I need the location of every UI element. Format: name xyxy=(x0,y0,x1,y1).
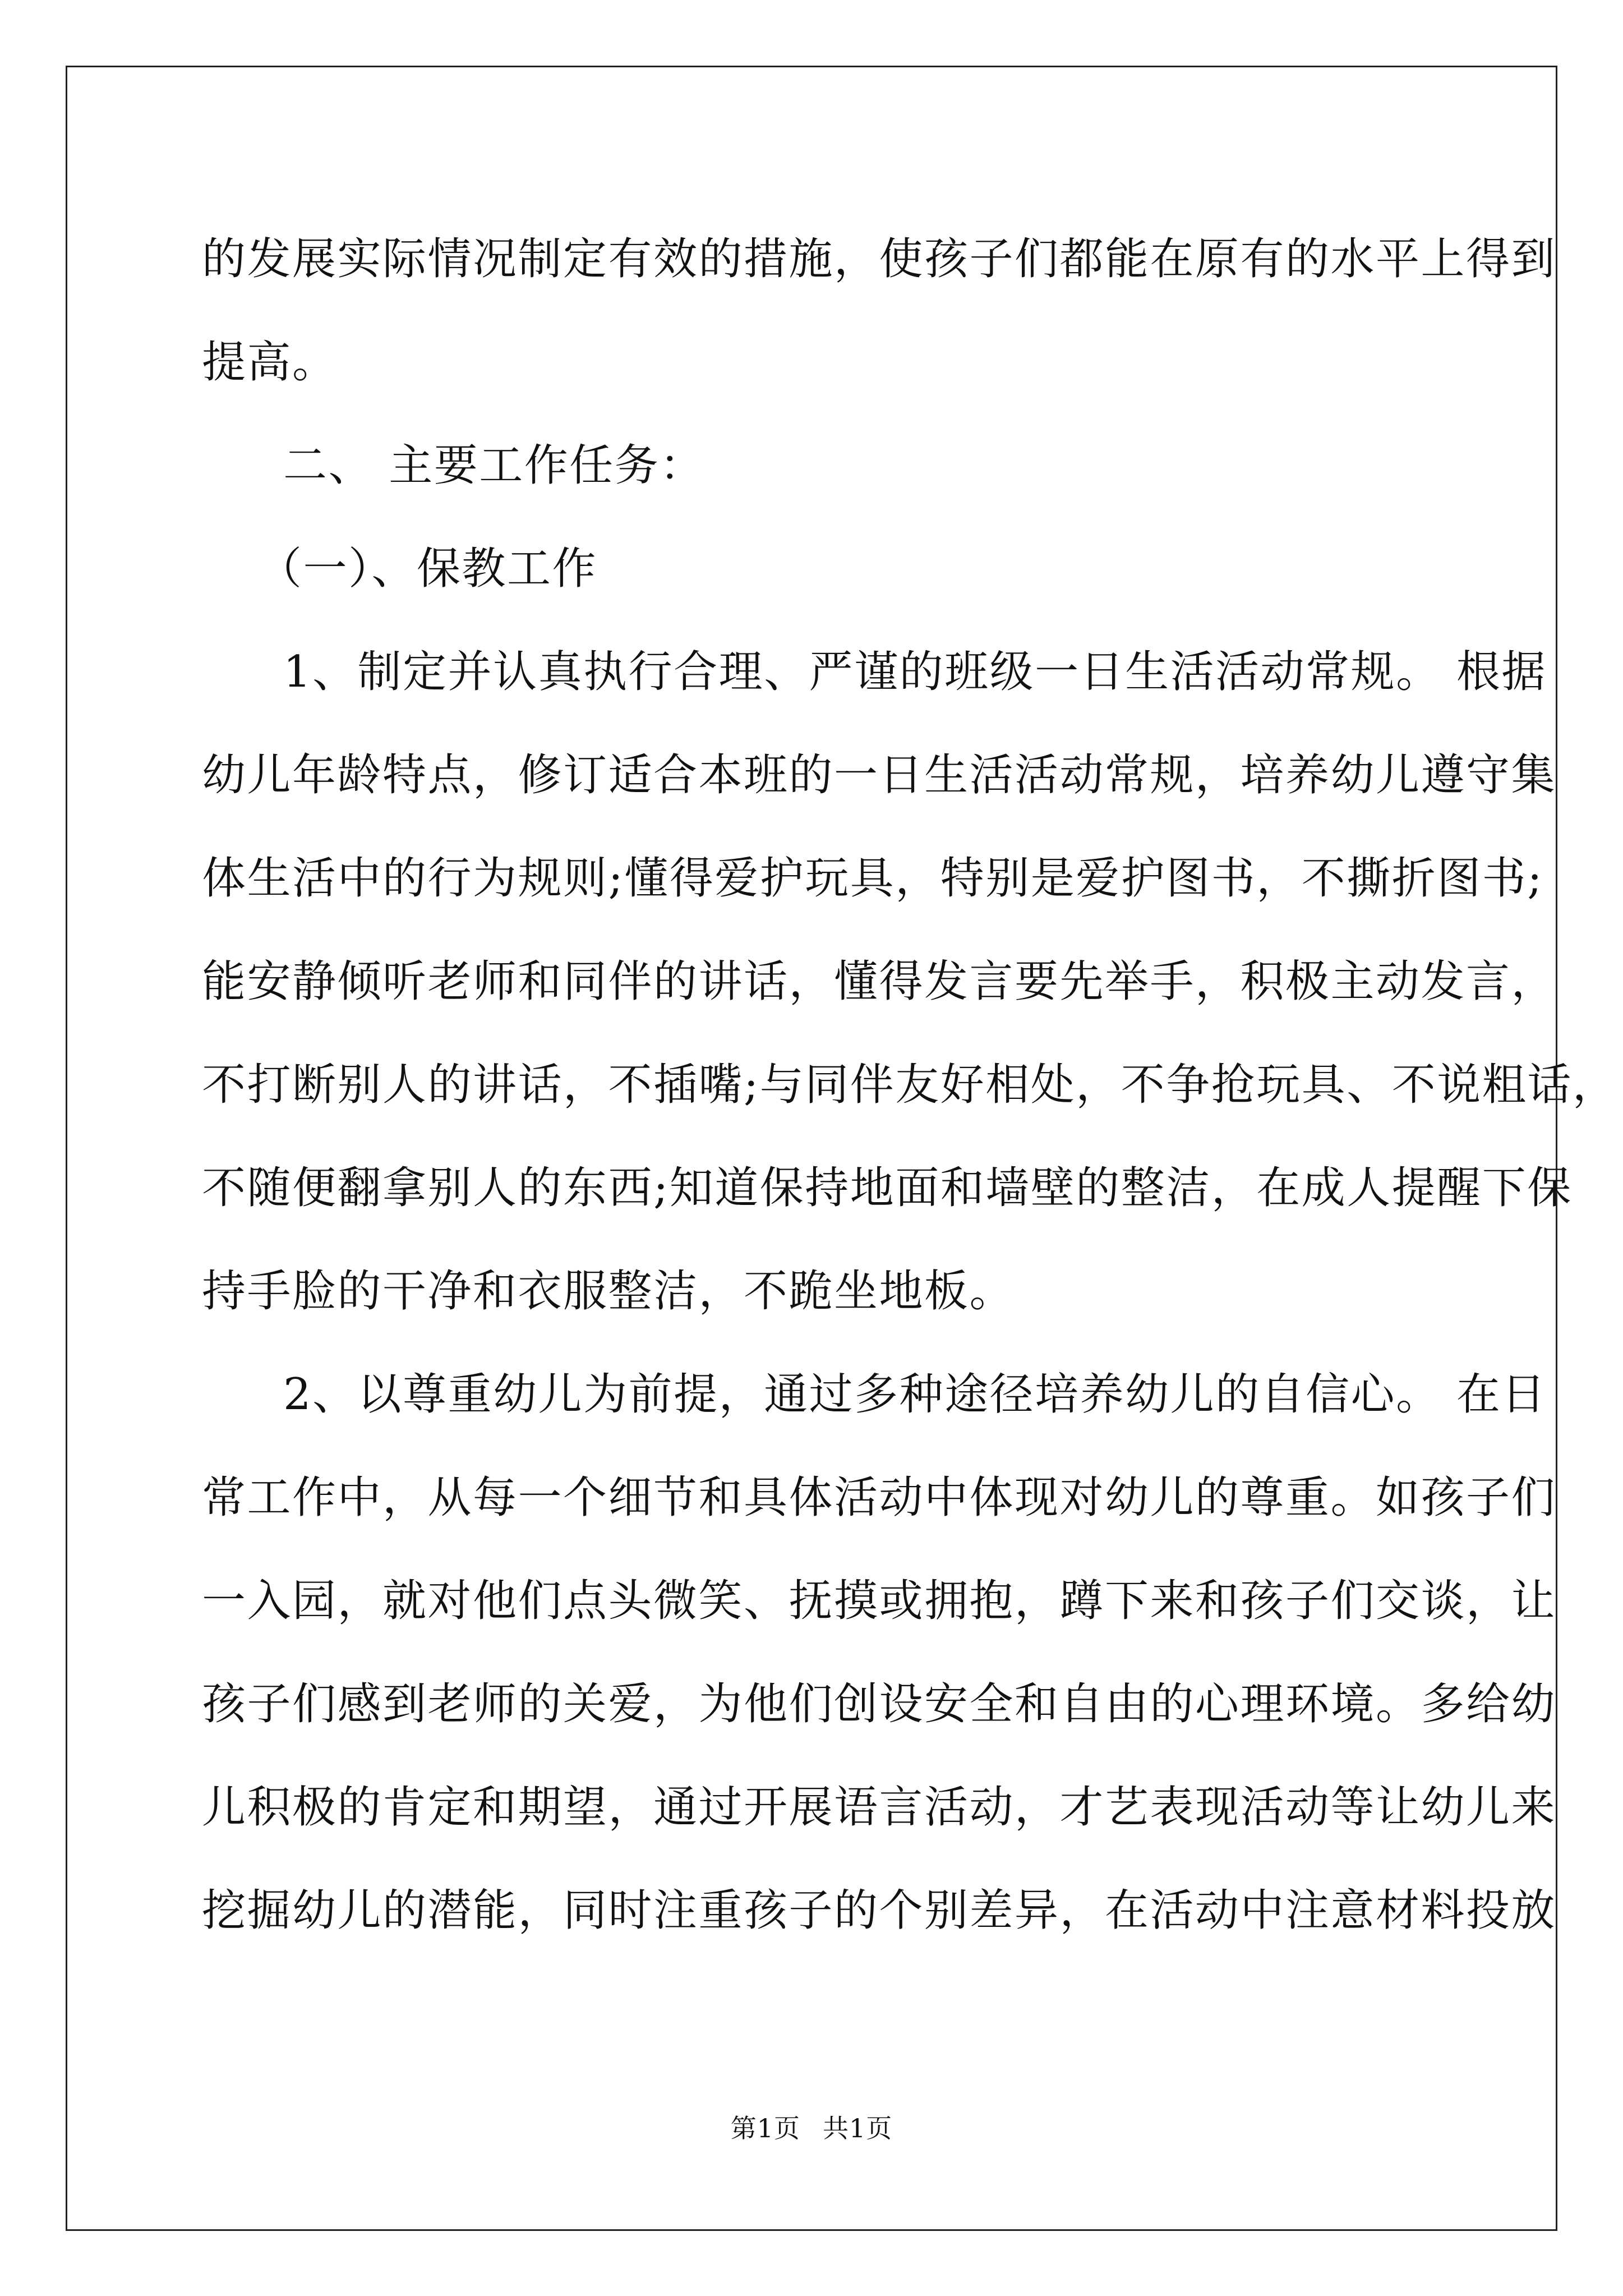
text-line: 体生活中的行为规则;懂得爱护玩具，特别是爱护图书，不撕折图书; xyxy=(202,853,1544,904)
text-line: 的发展实际情况制定有效的措施，使孩子们都能在原有的水平上得到 xyxy=(202,234,1557,284)
text-line: 提高。 xyxy=(202,337,338,388)
page-total: 共1页 xyxy=(823,2113,893,2143)
text-line: 不随便翻拿别人的东西;知道保持地面和墙壁的整洁，在成人提醒下保 xyxy=(202,1163,1573,1213)
document-body xyxy=(202,208,1618,1962)
text-line: 持手脸的干净和衣服整洁，不跪坐地板。 xyxy=(202,1266,1015,1317)
text-line: 不打断别人的讲话，不插嘴;与同伴友好相处，不争抢玩具、不说粗话， xyxy=(202,1060,1618,1110)
subsection-heading: （一）、保教工作 xyxy=(258,544,598,594)
section-heading: 二、 主要工作任务： xyxy=(283,440,705,491)
text-line: 挖掘幼儿的潜能，同时注重孩子的个别差异，在活动中注意材料投放 xyxy=(202,1885,1557,1936)
text-line: 一入园，就对他们点头微笑、抚摸或拥抱，蹲下来和孩子们交谈，让 xyxy=(202,1576,1557,1626)
text-line: 儿积极的肯定和期望，通过开展语言活动，才艺表现活动等让幼儿来 xyxy=(202,1782,1557,1833)
page-number: 第1页 xyxy=(730,2113,800,2143)
paragraph-first-line: 2、以尊重幼儿为前提，通过多种途径培养幼儿的自信心。 在日 xyxy=(283,1369,1547,1420)
text-line: 孩子们感到老师的关爱，为他们创设安全和自由的心理环境。多给幼 xyxy=(202,1679,1557,1729)
page-footer xyxy=(0,2108,1623,2145)
text-line: 幼儿年龄特点，修订适合本班的一日生活活动常规，培养幼儿遵守集 xyxy=(202,750,1557,800)
text-line: 常工作中，从每一个细节和具体活动中体现对幼儿的尊重。如孩子们 xyxy=(202,1473,1557,1523)
text-line: 能安静倾听老师和同伴的讲话，懂得发言要先举手，积极主动发言， xyxy=(202,956,1557,1007)
paragraph-first-line: 1、制定并认真执行合理、严谨的班级一日生活活动常规。 根据 xyxy=(283,647,1547,697)
